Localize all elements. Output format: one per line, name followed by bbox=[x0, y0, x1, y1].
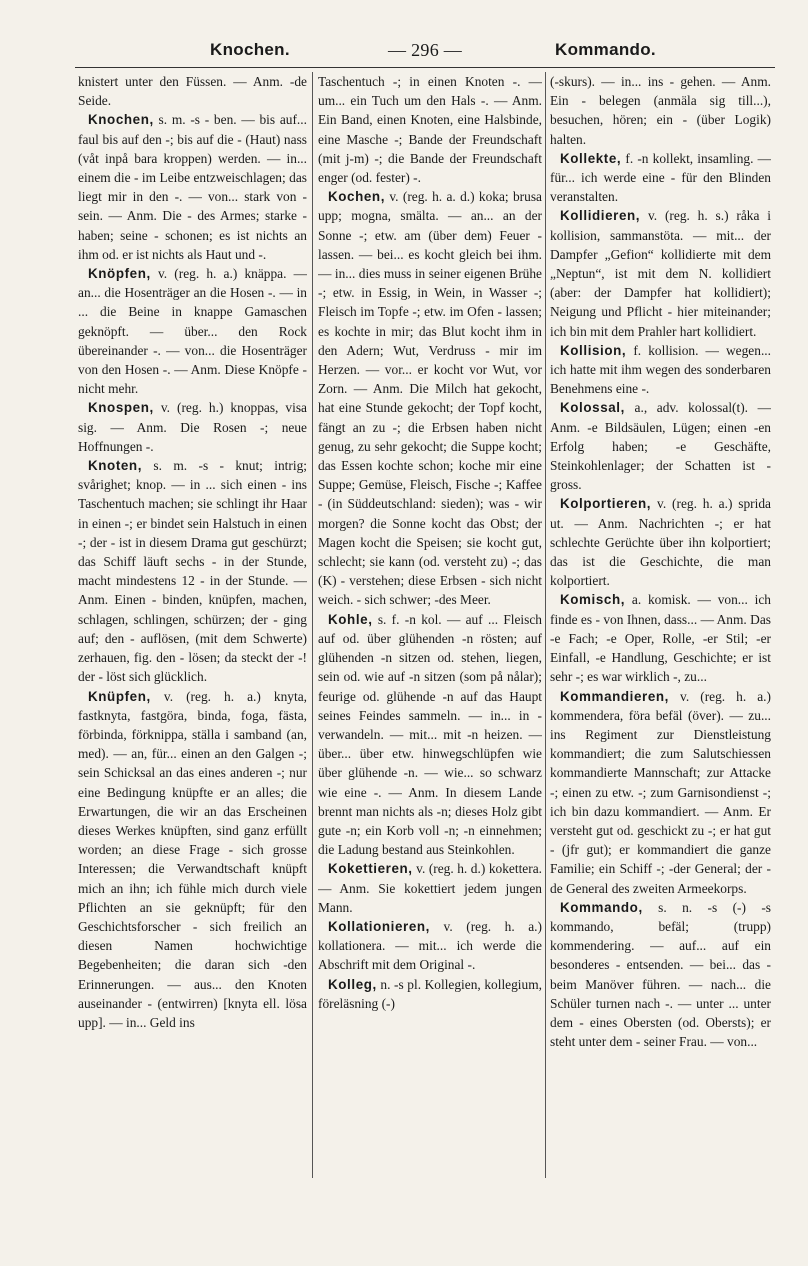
headword: Kokettieren, bbox=[328, 861, 413, 877]
entry-text: (-skurs). — in... ins - gehen. — Anm. Ein - belegen (anmäla sig till...), besuchen, hören; ein - (über Logik) halten. bbox=[550, 74, 771, 147]
dictionary-entry bbox=[550, 494, 771, 590]
column-divider bbox=[312, 72, 313, 1178]
entry-text: f. kollision. — wegen... ich hatte mit ihm wegen des sonderbaren Benehmens eine -. bbox=[550, 342, 771, 397]
dictionary-entry bbox=[318, 917, 542, 975]
headword: Knoten, bbox=[88, 458, 143, 474]
page-header bbox=[0, 0, 808, 62]
entry-text: s. m. -s - ben. — bis auf... faul bis auf den -; bis auf die - (Haut) nass (våt inpå bara kroppen) werden. — in... einem die - im Leibe entzweischlagen; das liegt mir in den -. — von... stark von - sein. — Anm. Die - des Armes; starke - haben; seine - schonen; es ist nichts an ihm od. er ist nichts als Haut und -. bbox=[78, 112, 307, 262]
entry-text: v. (reg. h. a.) knäppa. — an... die Hosenträger an die Hosen -. — in ... die Beine in knappe Gamaschen geknöpft. — über... den Rock übereinander -. — von... die Hosenträger von den Hosen -. — Anm. Diese Knöpfe - nicht mehr. bbox=[78, 266, 307, 397]
entry-text: v. (reg. h. s.) råka i kollision, sammanstöta. — mit... der Dampfer „Gefion“ kollidierte mit dem „Neptun“, ist mit dem N. kollidiert (aber: der Dampfer hat kollidiert); Neigung und Pflicht - hier miteinander; ich bin mit dem Prahler hart kollidiert. bbox=[550, 208, 771, 339]
dictionary-entry bbox=[318, 610, 542, 860]
dictionary-entry bbox=[318, 187, 542, 609]
dictionary-entry bbox=[78, 110, 307, 264]
entry-text: f. -n kollekt, insamling. — für... ich werde eine - für den Blinden veranstalten. bbox=[550, 150, 771, 205]
headword: Kommandieren, bbox=[560, 688, 669, 704]
dictionary-entry bbox=[318, 975, 542, 1013]
dictionary-entry bbox=[318, 72, 542, 187]
dictionary-entry bbox=[550, 206, 771, 340]
entry-text: v. (reg. h. a. d.) koka; brusa upp; mogna, smälta. — an... an der Sonne -; etw. am (über dem) Feuer - lassen. — bei... es kocht gleich bei ihm. — in... dies muss in seiner eigenen Brühe -; etw. in Essig, in Wein, in Wasser -; Fleisch im Topfe -; etw. im Ofen - lassen; es kochte in mir; das Blut kocht ihm in den Adern; Wut, Verdruss - mir im Herzen. — vor... er kocht vor Wut, vor Zorn. — Anm. Die Milch hat gekocht, hat eine Stunde gekocht; der Topf kocht, fängt an zu -; die Erbsen haben nicht genug, zu sehr gekocht; die Suppe kocht; das Essen kochte schon; koche mir eine Suppe; Gemüse, Fleisch, Fische -; Kaffee - (in Süddeutschland: sieden); was - wir morgen? die Sonne kocht das Obst; der Magen kocht die Speisen; sie kocht gut, schlecht; sie kann (od. versteht zu) -; das (K) - verstehen; diese Erbsen - sich nicht weich. - sich schwer; -des Meer. bbox=[318, 189, 542, 608]
entry-text: v. (reg. h. a.) knyta, fastknyta, fastgöra, binda, foga, fästa, förbinda, förknippa, ställa i samband (an, med). — an, für... einen an den Galgen -; sein Schicksal an das eines anderen -; nur eine Bedingung knüpfte er an alles; die Erwartungen, die wir an das Erscheinen dieses Werkes knüpften, sind ganz erfüllt worden; an diese Frage - sich grosse Interessen; die Verwandtschaft knüpft mich an ihn; ich fühle mich durch viele Pflichten an sie geknüpft; für den Geschichtsforscher - sich freilich an diesen Namen hochwichtige Begebenheiten; die daran sich -den Erinnerungen. — aus... den Knoten auseinander - (entwirren) [knyta ell. lösa upp]. — in... Geld ins bbox=[78, 688, 307, 1030]
running-head-right: Kommando. bbox=[555, 40, 656, 59]
dictionary-entry bbox=[78, 456, 307, 686]
header-rule bbox=[75, 67, 775, 68]
entry-text: a. komisk. — von... ich finde es - von Ihnen, dass... — Anm. Das -e Fach; -e Oper, Rolle, -er Stil; -er Einfall, -e Handlung, Geschichte; er ist sehr -; es war wirklich -, zu... bbox=[550, 592, 771, 685]
dictionary-entry bbox=[78, 398, 307, 456]
entry-text: n. -s pl. Kollegien, kollegium, föreläsning (-) bbox=[318, 976, 542, 1011]
headword: Kollekte, bbox=[560, 150, 622, 166]
headword: Kochen, bbox=[328, 189, 386, 205]
headword: Kolportieren, bbox=[560, 496, 652, 512]
headword: Knöpfen, bbox=[88, 266, 151, 282]
entry-text: v. (reg. h. d.) kokettera. — Anm. Sie kokettiert jedem jungen Mann. bbox=[318, 861, 542, 915]
entry-text: a., adv. kolossal(t). — Anm. -e Bildsäulen, Lügen; einen -en Erfolg haben; -e Geschäfte, Steinkohlenlager; der Schatten ist - gross. bbox=[550, 400, 771, 493]
headword: Kollationieren, bbox=[328, 918, 431, 934]
headword: Kohle, bbox=[328, 611, 373, 627]
headword: Kollision, bbox=[560, 342, 627, 358]
entry-text: s. f. -n kol. — auf ... Fleisch auf od. über glühenden -n rösten; auf glühenden -n sitzen od. stehen, liegen, sein od. wie auf -n sitzen (som på nålar); feurige od. glühende -n auf das Haupt seines Feindes sammeln. — in... in - verwandeln. — mit... mit -n heizen. — über... über etw. hinwegschlüpfen wie über glühende -n. — wie... so schwarz wie eine -. — Anm. In diesem Lande brennt man nichts als -n; dieses Holz gibt gute -n; ein Korb voll -n; -n einnehmen; die Ladung bestand aus Steinkohlen. bbox=[318, 611, 542, 858]
headword: Knochen, bbox=[88, 112, 154, 128]
entry-text: s. n. -s (-) -s kommando, befäl; (trupp) kommendering. — auf... auf ein besonderes - entsenden. — bei... das - beim Manöver führen. — nach... die Schüler turnen nach -. — unter ... unter dem - eines Obersten (od. Obersts); er steht unter dem - seiner Frau. — von... bbox=[550, 899, 771, 1050]
dictionary-entry bbox=[550, 149, 771, 207]
headword: Kolossal, bbox=[560, 400, 625, 416]
dictionary-entry bbox=[550, 341, 771, 399]
entry-text: v. (reg. h. a.) kommendera, föra befäl (över). — zu... ins Regiment zur Dienstleistung kommandiert; die zum Salutschiessen kommandierte Mannschaft; zur Attacke -; einen zu etw. -; zum Garnisondienst -; ich bin dazu kommandiert. — Anm. Er versteht gut od. geschickt zu -; er hat gut - (jfr gut); er kommandiert die ganze Familie; ein Schiff -; -der General; der -de General des zweiten Armeekorps. bbox=[550, 688, 771, 896]
page-number: — 296 — bbox=[388, 40, 463, 60]
dictionary-entry bbox=[78, 72, 307, 110]
dictionary-entry bbox=[78, 687, 307, 1033]
headword: Kommando, bbox=[560, 899, 643, 915]
headword: Kollidieren, bbox=[560, 208, 641, 224]
running-head-left: Knochen. bbox=[210, 40, 290, 59]
dictionary-entry bbox=[550, 72, 771, 149]
dictionary-entry bbox=[550, 590, 771, 686]
headword: Knüpfen, bbox=[88, 688, 151, 704]
column-2 bbox=[318, 72, 542, 1262]
dictionary-entry bbox=[78, 264, 307, 398]
column-1 bbox=[78, 72, 307, 1262]
headword: Knospen, bbox=[88, 400, 154, 416]
column-3 bbox=[550, 72, 771, 1262]
entry-text: v. (reg. h. a.) kollationera. — mit... ich werde die Abschrift mit dem Original -. bbox=[318, 918, 542, 973]
entry-text: v. (reg. h.) knoppas, visa sig. — Anm. Die Rosen -; neue Hoffnungen -. bbox=[78, 400, 307, 454]
entry-text: s. m. -s - knut; intrig; svårighet; knop. — in ... sich einen - ins Taschentuch machen; sie schlingt ihr Haar in einen -; er bindet sein Halstuch in einen -; der - ist in diesem Drama gut geschürzt; das Schiff läuft sechs - in der Stunde, macht mindestens 12 - in der Stunde. — Anm. Einen - binden, knüpfen, machen, schlagen, schlingen, schürzen; der - ging auf; den - auflösen, (mit dem Schwerte) zerhauen, fig. den - lösen; da steckt der -! der - löst sich glücklich. bbox=[78, 458, 307, 685]
headword: Komisch, bbox=[560, 592, 626, 608]
dictionary-entry bbox=[550, 398, 771, 494]
dictionary-entry bbox=[550, 898, 771, 1052]
headword: Kolleg, bbox=[328, 976, 377, 992]
entry-text: knistert unter den Füssen. — Anm. -de Seide. bbox=[78, 74, 307, 109]
entry-text: Taschentuch -; in einen Knoten -. — um... ein Tuch um den Hals -. — Anm. Ein Band, einen Knoten, eine Halsbinde, eine Masche -; Bande der Freundschaft (mit j-m) -; die Bande der Freundschaft enger (od. fester) -. bbox=[318, 74, 542, 186]
dictionary-entry bbox=[550, 687, 771, 898]
entry-text: v. (reg. h. a.) sprida ut. — Anm. Nachrichten -; er hat schlechte Gerüchte über ihn kolportiert; das ist die Geschichte, die man kolportiert. bbox=[550, 496, 771, 589]
dictionary-entry bbox=[318, 859, 542, 917]
column-divider bbox=[545, 72, 546, 1178]
